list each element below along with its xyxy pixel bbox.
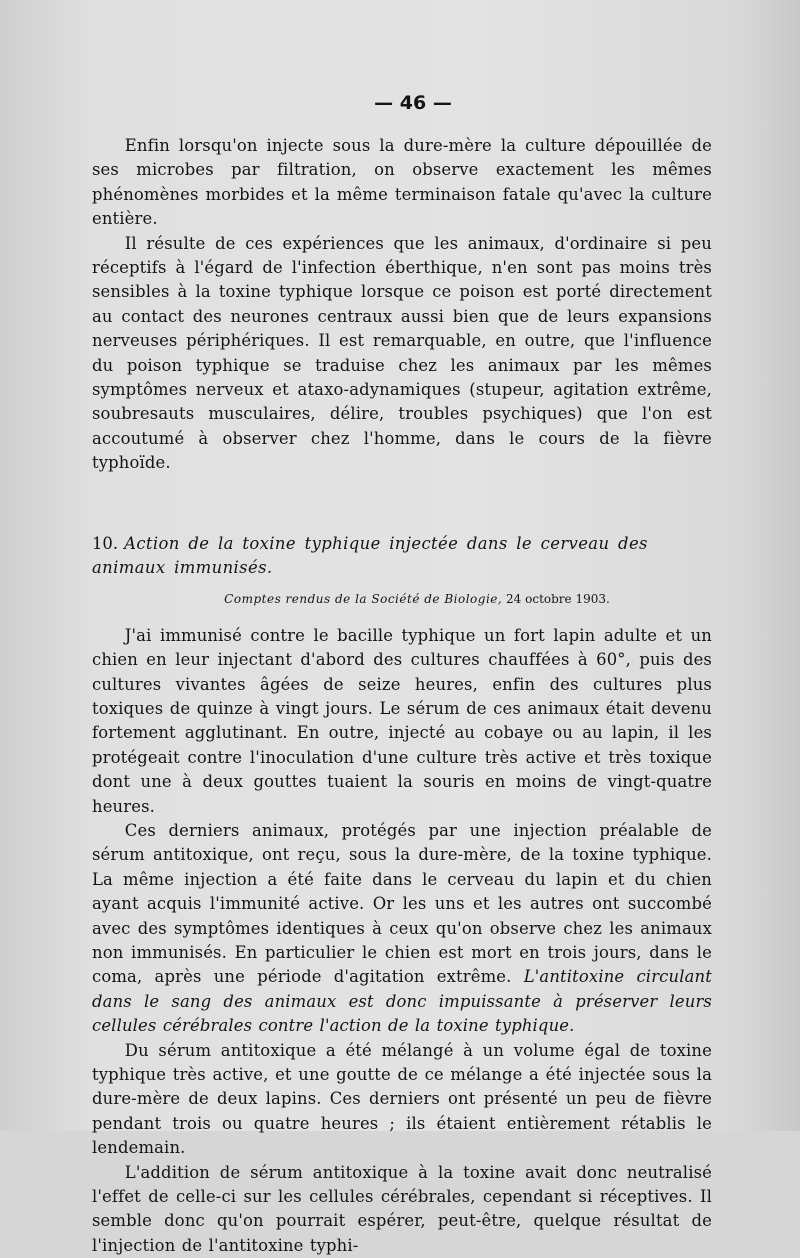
paragraph-injection-text: Ces derniers animaux, protégés par une injection préalable de sérum antitoxique, ont reçu, sous la dure-mère, de la toxine typhique. La même injection a été faite dans le cerveau du lapin et du chien ayant acquis l'immunité active. Or les uns et les autres ont succombé avec des symptômes identiques à ceux qu'on observe chez les animaux non immunisés. En particulier le chien est mort en trois jours, dans le coma, après une période d'agitation extrême. — [92, 820, 712, 987]
page-number: — 46 — — [374, 92, 452, 114]
citation-source: Comptes rendus de la Société de Biologie, — [224, 591, 503, 606]
paragraph-immunisation: J'ai immunisé contre le bacille typhique un fort lapin adulte et un chien en leur injectant d'abord des cultures chauffées à 60°, puis des cultures vivantes âgées de seize heures, enfin des cultures plus toxiques de quinze à vingt jours. Le sérum de ces animaux était devenu fortement agglutinant. En outre, injecté au cobaye ou au lapin, il les protégeait contre l'inoculation d'une culture très active et très toxique dont une à deux gouttes tuaient la souris en moins de vingt-quatre heures. — [92, 625, 712, 816]
citation — [92, 592, 712, 606]
paragraph-serum-mixture: Du sérum antitoxique a été mélangé à un volume égal de toxine typhique très active, et une goutte de ce mélange a été injectée sous la dure-mère de deux lapins. Ces derniers ont présenté un peu de fièvre pendant trois ou quatre heures ; ils étaient entièrement rétablis le lendemain. — [92, 1040, 712, 1158]
paragraph-conclusion: Il résulte de ces expériences que les animaux, d'ordinaire si peu réceptifs à l'égard de l'infection éberthique, n'en sont pas moins très sensibles à la toxine typhique lorsque ce poison est porté directement au contact des neurones centraux aussi bien que de leurs expansions nerveuses périphériques. Il est remarquable, en outre, que l'influence du poison typhique se traduise chez les animaux par les mêmes symptômes nerveux et ataxo-adynamiques (stupeur, agitation extrême, soubresauts musculaires, délire, troubles psychiques) que l'on est accoutumé à observer chez l'homme, dans le cours de la fièvre typhoïde. — [92, 233, 712, 473]
section-title: Action de la toxine typhique injectée dans le cerveau des animaux immunisés. — [92, 533, 648, 577]
section-heading — [92, 532, 712, 580]
paragraph-injection-results — [92, 819, 712, 1039]
paragraph-injection-italic: L'antitoxine circulant dans le sang des animaux est donc impuissante à préserver leurs cellules cérébrales contre l'action de la toxine typhique. — [92, 967, 712, 1036]
citation-date: 24 octobre 1903. — [506, 591, 610, 606]
paragraph-filtration: Enfin lorsqu'on injecte sous la dure-mère la culture dépouillée de ses microbes par filtration, on observe exactement les mêmes phénomènes morbides et la même terminaison fatale qu'avec la culture entière. — [92, 136, 712, 229]
section-number: 10. — [92, 533, 119, 553]
paragraph-neutralisation: L'addition de sérum antitoxique à la toxine avait donc neutralisé l'effet de celle-ci sur les cellules cérébrales, cependant si réceptives. Il semble donc qu'on pourrait espérer, peut-être, quelque résultat de l'injection de l'antitoxine typhi- — [92, 1162, 712, 1255]
spacer — [92, 476, 712, 532]
